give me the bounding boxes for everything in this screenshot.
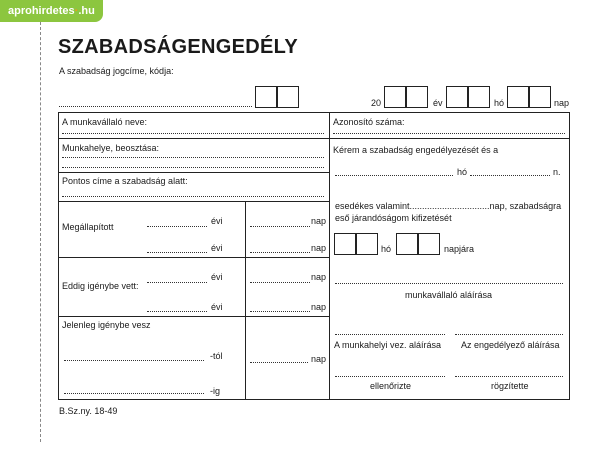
eddig-evi-label-2: évi bbox=[211, 302, 223, 312]
row-divider-1 bbox=[58, 138, 570, 139]
form-code: B.Sz.ny. 18-49 bbox=[59, 406, 118, 416]
rogzitette-field[interactable] bbox=[455, 376, 563, 377]
megallapitott-evi-1[interactable] bbox=[147, 226, 207, 227]
azonosito-label: Azonosító száma: bbox=[333, 117, 405, 127]
day-box-1[interactable] bbox=[507, 86, 529, 108]
megallapitott-evi-2[interactable] bbox=[147, 252, 207, 253]
megallapitott-evi-label-2: évi bbox=[211, 243, 223, 253]
jelenleg-label: Jelenleg igénybe vesz bbox=[62, 320, 151, 330]
jelenleg-nap-label: nap bbox=[311, 354, 327, 364]
ellenorizte-label: ellenőrizte bbox=[370, 381, 412, 391]
esedekes-text: esedékes valamint................................nap, szabadságra bbox=[335, 201, 562, 211]
month-box-2[interactable] bbox=[468, 86, 490, 108]
ho-label: hó bbox=[494, 98, 505, 108]
year-prefix: 20 bbox=[371, 98, 382, 108]
form-title: SZABADSÁGENGEDÉLY bbox=[58, 36, 298, 58]
jelenleg-ig-field[interactable] bbox=[64, 393, 204, 394]
eddig-evi-2[interactable] bbox=[147, 311, 207, 312]
megallapitott-nap-2[interactable] bbox=[250, 252, 310, 253]
rogzitette-label: rögzítette bbox=[491, 381, 529, 391]
year-box-2[interactable] bbox=[406, 86, 428, 108]
jogcim-label: A szabadság jogcíme, kódja: bbox=[59, 66, 174, 76]
jelenleg-nap-field[interactable] bbox=[250, 362, 308, 363]
eddig-label: Eddig igénybe vett: bbox=[62, 281, 139, 291]
munkavallalo-alairasa-label: munkavállaló aláírása bbox=[405, 290, 493, 300]
left-col-divider bbox=[245, 201, 246, 400]
pay-day-box-1[interactable] bbox=[396, 233, 418, 255]
munkahelye-field-2[interactable] bbox=[62, 167, 324, 168]
munkavallalo-alairas-field[interactable] bbox=[335, 283, 563, 284]
megallapitott-label: Megállapított bbox=[62, 222, 114, 232]
jelenleg-tol-field[interactable] bbox=[64, 360, 204, 361]
row-divider-5 bbox=[58, 316, 329, 317]
engedelyezo-label: Az engedélyező aláírása bbox=[461, 340, 560, 350]
ellenorizte-field[interactable] bbox=[335, 376, 445, 377]
nap-label: nap bbox=[554, 98, 570, 108]
kerem-n-label: n. bbox=[553, 167, 561, 177]
kerem-text: Kérem a szabadság engedélyezését és a bbox=[333, 145, 499, 155]
pay-day-box-2[interactable] bbox=[418, 233, 440, 255]
megallapitott-evi-label-1: évi bbox=[211, 216, 223, 226]
eddig-evi-label-1: évi bbox=[211, 272, 223, 282]
eddig-nap-label-2: nap bbox=[311, 302, 327, 312]
engedelyezo-alairas-field[interactable] bbox=[455, 334, 563, 335]
row-divider-4 bbox=[58, 257, 329, 258]
pontos-cime-field[interactable] bbox=[62, 196, 324, 197]
pay-ho-label: hó bbox=[381, 244, 392, 254]
punch-margin-line bbox=[40, 22, 41, 442]
jogcim-code-box-2[interactable] bbox=[277, 86, 299, 108]
munkahelye-field-1[interactable] bbox=[62, 157, 324, 158]
pay-month-box-2[interactable] bbox=[356, 233, 378, 255]
pontos-cime-label: Pontos címe a szabadság alatt: bbox=[62, 176, 188, 186]
vez-alairas-field[interactable] bbox=[335, 334, 445, 335]
jogcim-code-box-1[interactable] bbox=[255, 86, 277, 108]
jogcim-field[interactable] bbox=[59, 106, 252, 107]
eddig-nap-2[interactable] bbox=[250, 311, 310, 312]
center-divider bbox=[329, 112, 330, 400]
kerem-ho-label: hó bbox=[457, 167, 468, 177]
munkahelyi-vez-label: A munkahelyi vez. aláírása bbox=[334, 340, 442, 350]
megallapitott-nap-label-1: nap bbox=[311, 216, 327, 226]
megallapitott-nap-label-2: nap bbox=[311, 243, 327, 253]
kerem-date-field-1[interactable] bbox=[335, 175, 453, 176]
tol-label: -tól bbox=[210, 351, 223, 361]
munkahelye-label: Munkahelye, beosztása: bbox=[62, 143, 160, 153]
azonosito-field[interactable] bbox=[333, 133, 565, 134]
eddig-nap-1[interactable] bbox=[250, 282, 310, 283]
watermark-logo: aprohirdetes·.hu bbox=[0, 0, 103, 22]
napjara-label: napjára bbox=[444, 244, 475, 254]
eddig-evi-1[interactable] bbox=[147, 282, 207, 283]
kerem-date-field-2[interactable] bbox=[470, 175, 550, 176]
megallapitott-nap-1[interactable] bbox=[250, 226, 310, 227]
row-divider-2 bbox=[58, 172, 329, 173]
munkavallalo-neve-field[interactable] bbox=[62, 133, 324, 134]
row-divider-3 bbox=[58, 201, 329, 202]
eddig-nap-label-1: nap bbox=[311, 272, 327, 282]
pay-month-box-1[interactable] bbox=[334, 233, 356, 255]
month-box-1[interactable] bbox=[446, 86, 468, 108]
eso-text: eső járandóságom kifizetését bbox=[335, 213, 452, 223]
munkavallalo-neve-label: A munkavállaló neve: bbox=[62, 117, 148, 127]
year-box-1[interactable] bbox=[384, 86, 406, 108]
ev-label: év bbox=[433, 98, 443, 108]
day-box-2[interactable] bbox=[529, 86, 551, 108]
ig-label: -ig bbox=[210, 386, 221, 396]
